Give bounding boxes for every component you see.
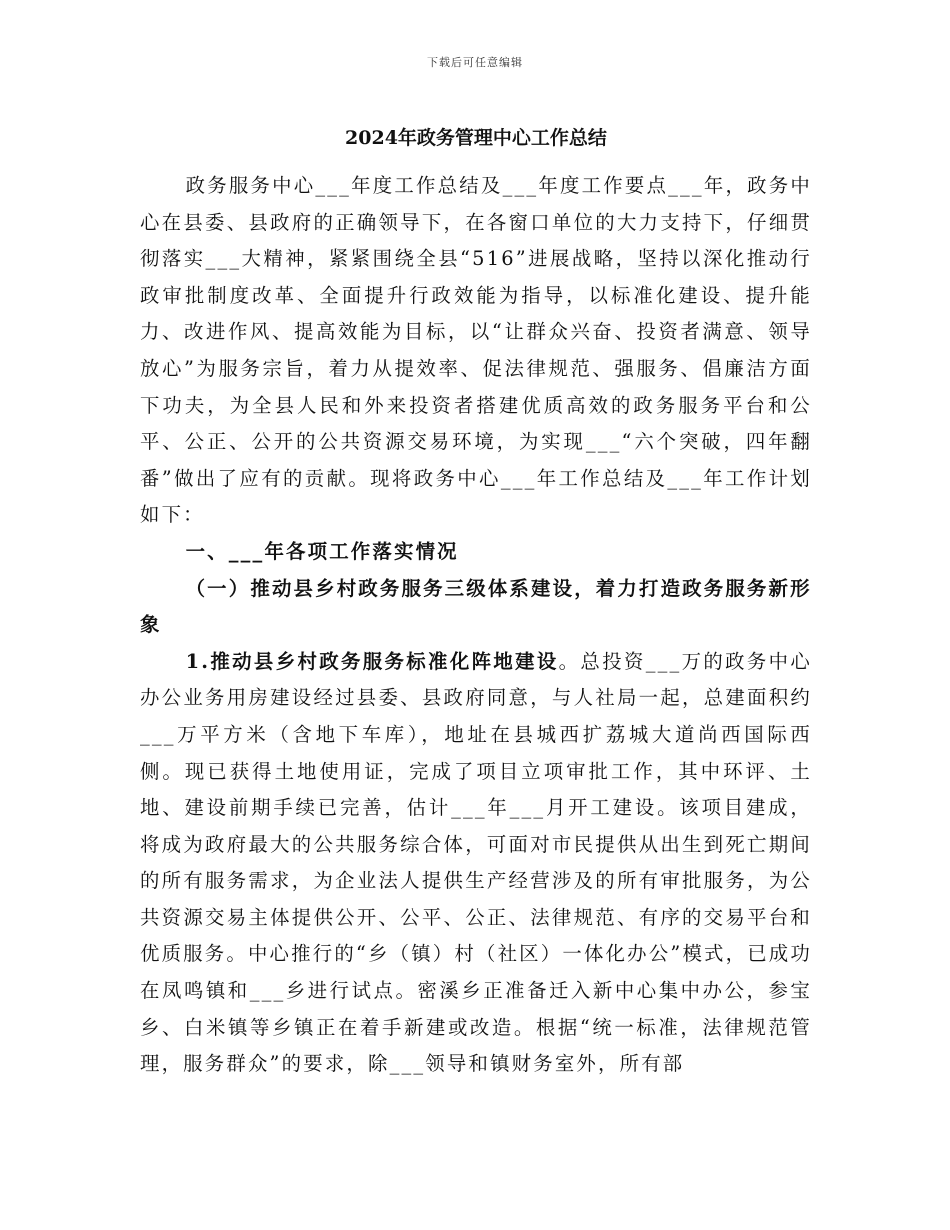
item-paragraph-1 bbox=[140, 644, 812, 1083]
intro-paragraph: 政务服务中心___年度工作总结及___年度工作要点___年，政务中心在县委、县政府的正确领导下，在各窗口单位的大力支持下，仔细贯彻落实___大精神，紧紧围绕全县“516”进展战略，坚持以深化推动行政审批制度改革、全面提升行政效能为指导，以标准化建设、提升能力、改进作风、提高效能为目标，以“让群众兴奋、投资者满意、领导放心”为服务宗旨，着力从提效率、促法律规范、强服务、倡廉洁方面下功夫，为全县人民和外来投资者搭建优质高效的政务服务平台和公平、公正、公开的公共资源交易环境，为实现___“六个突破，四年翻番”做出了应有的贡献。现将政务中心___年工作总结及___年工作计划如下： bbox=[140, 174, 812, 527]
header-note: 下载后可任意编辑 bbox=[427, 56, 523, 69]
document-title: 2024年政务管理中心工作总结 bbox=[345, 127, 607, 149]
document-body bbox=[140, 120, 812, 1083]
section-heading-1: 一、___年各项工作落实情况 bbox=[185, 539, 459, 563]
subsection-heading-1-1: （一）推动县乡村政务服务三级体系建设，着力打造政务服务新形象 bbox=[140, 576, 812, 637]
item-lead-1: 1.推动县乡村政务服务标准化阵地建设 bbox=[185, 649, 559, 673]
item-text-1: 。总投资___万的政务中心办公业务用房建设经过县委、县政府同意，与人社局一起，总建面积约___万平方米（含地下车库），地址在县城西扩荔城大道尚西国际西侧。现已获得土地使用证，完成了项目立项审批工作，其中环评、土地、建设前期手续已完善，估计___年___月开工建设。该项目建成，将成为政府最大的公共服务综合体，可面对市民提供从出生到死亡期间的所有服务需求，为企业法人提供生产经营涉及的所有审批服务，为公共资源交易主体提供公开、公平、公正、法律规范、有序的交易平台和优质服务。中心推行的“乡（镇）村（社区）一体化办公”模式，已成功在凤鸣镇和___乡进行试点。密溪乡正准备迁入新中心集中办公，参宝乡、白米镇等乡镇正在着手新建或改造。根据“统一标准，法律规范管理，服务群众”的要求，除___领导和镇财务室外，所有部 bbox=[140, 649, 813, 1076]
